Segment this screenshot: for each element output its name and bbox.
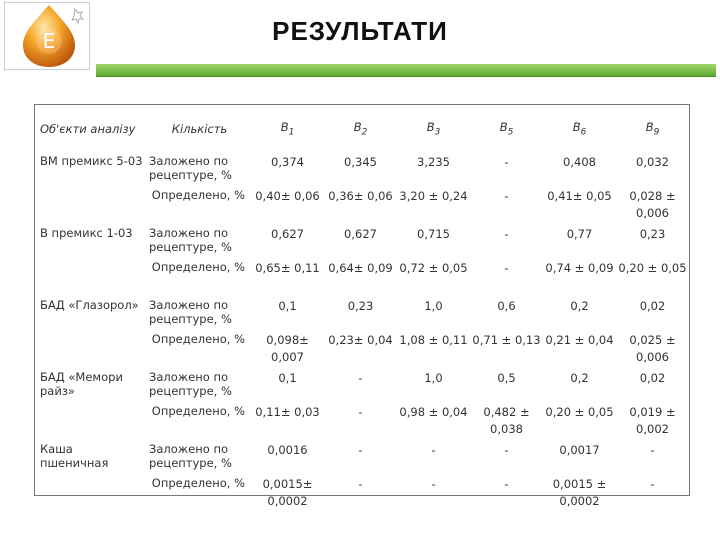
quantity-label-cell: Заложено по рецептуре, %: [149, 226, 232, 254]
value-cell: 0,21 ± 0,04: [545, 333, 614, 347]
quantity-label-cell: Заложено по рецептуре, %: [149, 298, 232, 326]
value-cell: 0,77: [566, 227, 593, 241]
value-cell: 0,23± 0,04: [328, 333, 393, 347]
value-cell: -: [504, 155, 509, 169]
value-cell: 0,1: [278, 371, 297, 385]
quantity-label-cell: Определено, %: [151, 404, 245, 418]
value-cell: 0,482 ± 0,038: [483, 405, 530, 436]
value-cell: -: [358, 371, 363, 385]
header-b3: $B_3$: [426, 120, 441, 138]
value-cell: 0,98 ± 0,04: [399, 405, 468, 419]
value-cell: 0,0016: [267, 443, 308, 457]
object-name-cell: БАД «Мемори райз»: [40, 370, 123, 398]
quantity-label-cell: Заложено по рецептуре, %: [149, 370, 232, 398]
object-name-cell: БАД «Глазорол»: [40, 298, 139, 312]
value-cell: 1,0: [424, 299, 443, 313]
vitamin-drop-icon: [5, 3, 89, 69]
value-cell: 0,627: [344, 227, 377, 241]
value-cell: 0,02: [639, 371, 666, 385]
table-row: [35, 225, 689, 260]
value-cell: -: [358, 477, 363, 491]
value-cell: 0,11± 0,03: [255, 405, 320, 419]
value-cell: 0,019 ± 0,002: [629, 405, 676, 436]
header-object: Об'єкти аналізу: [40, 122, 136, 136]
logo: [4, 2, 90, 70]
value-cell: 0,40± 0,06: [255, 189, 320, 203]
value-cell: 0,2: [570, 299, 589, 313]
value-cell: 0,0015± 0,0002: [262, 477, 313, 508]
value-cell: 0,74 ± 0,09: [545, 261, 614, 275]
quantity-label-cell: Определено, %: [151, 332, 245, 346]
value-cell: 0,0015 ± 0,0002: [552, 477, 607, 508]
value-cell: 0,65± 0,11: [255, 261, 320, 275]
value-cell: 0,36± 0,06: [328, 189, 393, 203]
value-cell: 0,23: [639, 227, 666, 241]
value-cell: 0,025 ± 0,006: [629, 333, 676, 364]
value-cell: -: [431, 443, 436, 457]
value-cell: -: [504, 443, 509, 457]
table-header-row: [35, 105, 689, 153]
value-cell: 1,08 ± 0,11: [399, 333, 468, 347]
value-cell: 3,235: [417, 155, 450, 169]
value-cell: 0,098± 0,007: [266, 333, 309, 364]
value-cell: 0,71 ± 0,13: [472, 333, 541, 347]
value-cell: 0,0017: [559, 443, 600, 457]
table-body: [35, 153, 689, 513]
value-cell: 0,02: [639, 299, 666, 313]
header-b2: $B_2$: [353, 120, 368, 138]
value-cell: -: [358, 443, 363, 457]
header-b6: $B_6$: [572, 120, 587, 138]
value-cell: -: [650, 477, 655, 491]
value-cell: -: [504, 227, 509, 241]
value-cell: 0,345: [344, 155, 377, 169]
value-cell: 0,032: [636, 155, 669, 169]
value-cell: 0,6: [497, 299, 516, 313]
quantity-label-cell: Определено, %: [151, 188, 245, 202]
table-row: [35, 153, 689, 188]
quantity-label-cell: Определено, %: [151, 476, 245, 490]
value-cell: 0,64± 0,09: [328, 261, 393, 275]
page-title: РЕЗУЛЬТАТИ: [272, 16, 448, 46]
value-cell: -: [650, 443, 655, 457]
value-cell: 3,20 ± 0,24: [399, 189, 468, 203]
value-cell: 0,715: [417, 227, 450, 241]
object-name-cell: Каша пшеничная: [40, 442, 109, 470]
table-row: [35, 297, 689, 332]
quantity-label-cell: Заложено по рецептуре, %: [149, 442, 232, 470]
value-cell: 1,0: [424, 371, 443, 385]
value-cell: 0,23: [347, 299, 374, 313]
value-cell: -: [504, 477, 509, 491]
header-quantity: Кількість: [171, 122, 228, 136]
table-row: [35, 441, 689, 476]
value-cell: 0,374: [271, 155, 304, 169]
value-cell: 0,1: [278, 299, 297, 313]
value-cell: 0,41± 0,05: [547, 189, 612, 203]
results-table: [34, 104, 690, 508]
value-cell: 0,408: [563, 155, 596, 169]
header-b9: $B_9$: [645, 120, 660, 138]
logo-letter: E: [42, 29, 56, 53]
value-cell: -: [431, 477, 436, 491]
value-cell: 0,72 ± 0,05: [399, 261, 468, 275]
quantity-label-cell: Заложено по рецептуре, %: [149, 154, 232, 182]
quantity-label-cell: Определено, %: [151, 260, 245, 274]
value-cell: 0,627: [271, 227, 304, 241]
value-cell: -: [504, 189, 509, 203]
object-name-cell: ВМ премикс 5-03: [40, 154, 143, 168]
header-b1: $B_1$: [280, 120, 295, 138]
table-row: [35, 369, 689, 404]
object-name-cell: В премикс 1-03: [40, 226, 133, 240]
value-cell: 0,5: [497, 371, 516, 385]
value-cell: 0,20 ± 0,05: [545, 405, 614, 419]
title-underline-bar: [96, 64, 716, 77]
value-cell: 0,2: [570, 371, 589, 385]
value-cell: 0,028 ± 0,006: [629, 189, 676, 220]
header-b5: $B_5$: [499, 120, 514, 138]
value-cell: -: [358, 405, 363, 419]
value-cell: 0,20 ± 0,05: [618, 261, 687, 275]
value-cell: -: [504, 261, 509, 275]
